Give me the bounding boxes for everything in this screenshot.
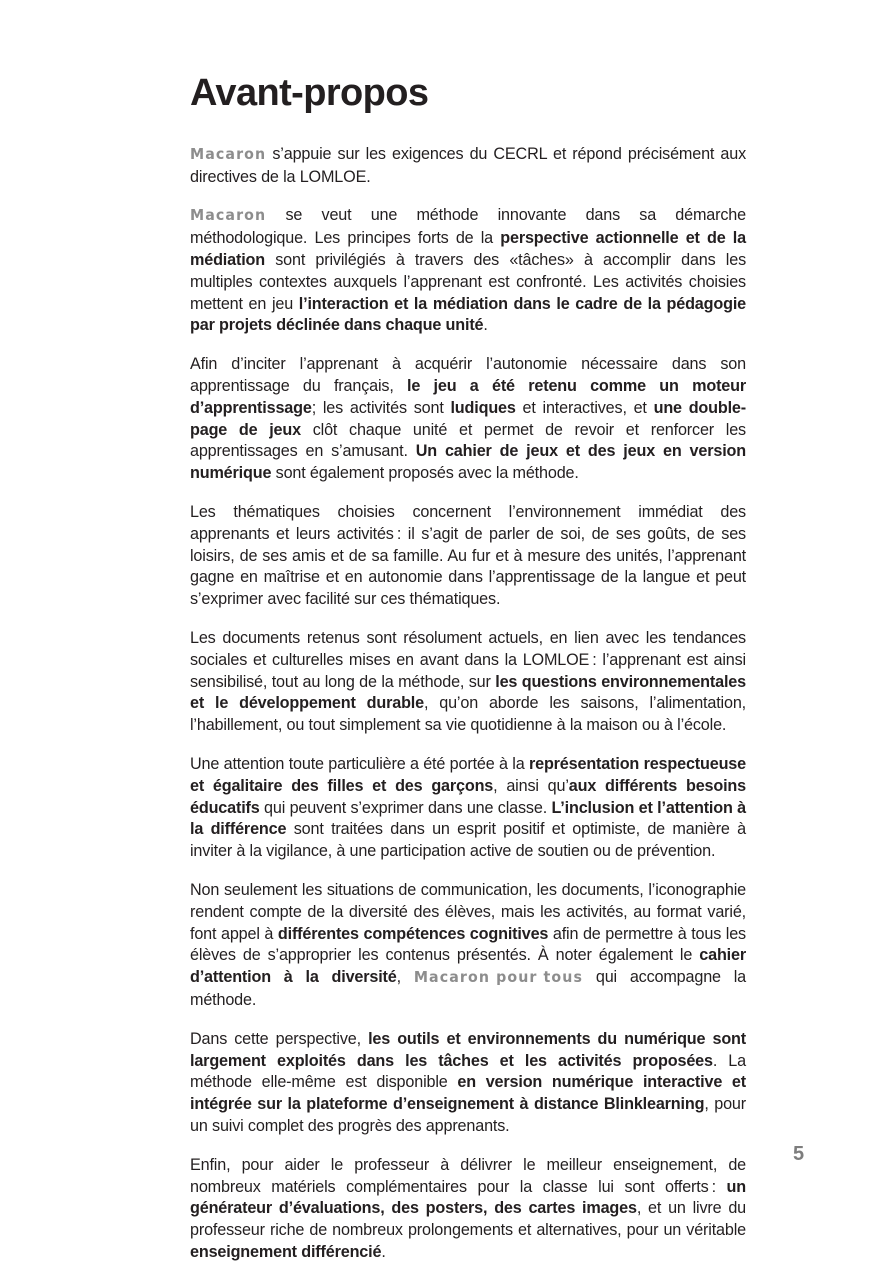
emphasis-text: en version numérique interactive et intégrée sur la plateforme d’enseignement à distance Blinklearning xyxy=(190,1073,746,1114)
body-text: sont également proposés avec la méthode. xyxy=(271,464,579,483)
page-number: 5 xyxy=(793,1143,805,1165)
body-text: , ainsi qu’ xyxy=(493,776,569,795)
page-title: Avant-propos xyxy=(190,72,429,114)
page-content xyxy=(190,74,746,1264)
body-text: afin de permettre à tous les élèves de s’approprier les contenus présentés. À noter également le xyxy=(190,924,746,965)
emphasis-text: Un cahier de jeux et des jeux en version numérique xyxy=(190,442,746,483)
macaron-brand-wordmark: Macaron xyxy=(190,146,267,164)
paragraph xyxy=(190,754,746,863)
emphasis-text: ludiques xyxy=(450,398,516,417)
macaron-brand-wordmark: Macaron xyxy=(190,207,267,225)
paragraph xyxy=(190,880,746,1012)
paragraph xyxy=(190,628,746,737)
body-text: qui peuvent s’exprimer dans une classe. xyxy=(259,798,552,817)
body-text: . xyxy=(483,316,488,335)
emphasis-text: le jeu a été retenu comme un moteur d’apprentissage xyxy=(190,377,746,417)
paragraph xyxy=(190,1029,746,1138)
body-text: Enfin, pour aider le professeur à délivrer le meilleur enseignement, de nombreux matériels complémentaires pour la classe lui sont offerts : xyxy=(190,1155,746,1196)
emphasis-text: représentation respectueuse et égalitaire des filles et des garçons xyxy=(190,755,746,795)
body-text: Non seulement les situations de communication, les documents, l’iconographie rendent compte de la diversité des élèves, mais les activités, au format varié, font appel à xyxy=(190,881,746,943)
body-text: se veut une méthode innovante dans sa démarche méthodologique. Les principes forts de la xyxy=(190,206,746,248)
paragraph xyxy=(190,144,746,189)
body-text: sont privilégiés à travers des «tâches» à accomplir dans les multiples contextes auxquels l’apprenant est confronté. Les activités choisies mettent en jeu xyxy=(190,251,746,313)
emphasis-text: L’inclusion et l’attention à la différence xyxy=(190,798,746,839)
body-text: et interactives, et xyxy=(515,398,654,417)
body-text: ; les activités sont xyxy=(311,398,451,417)
paragraph xyxy=(190,1155,746,1264)
emphasis-text: cahier d’attention à la diversité xyxy=(190,946,746,987)
body-text: Les thématiques choisies concernent l’environnement immédiat des apprenants et leurs activités : il s’agit de parler de soi, de ses goûts, de ses loisirs, de ses amis et de sa famille. Au fur et à mesure des unités, l’apprenant gagne en maîtrise et en autonomie dans l’apprentissage de la langue et peut s’exprimer avec facilité sur ces thématiques. xyxy=(190,503,746,609)
emphasis-text: différentes compétences cognitives xyxy=(277,924,549,943)
body-text: , qu’on aborde les saisons, l’alimentation, l’habillement, ou tout simplement sa vie quotidienne à la maison ou à l’école. xyxy=(190,694,746,735)
emphasis-text: les outils et environnements du numérique sont largement exploités dans les tâches et les activités proposées xyxy=(190,1029,747,1070)
body-text: Afin d’inciter l’apprenant à acquérir l’autonomie nécessaire dans son apprentissage du français, xyxy=(190,355,746,396)
emphasis-text: perspective actionnelle et de la médiation xyxy=(190,229,746,270)
body-text: . xyxy=(381,1242,386,1261)
body-text: , et un livre du professeur riche de nombreux prolongements et alternatives, pour un véritable xyxy=(190,1199,746,1240)
emphasis-text: les questions environnementales et le développement durable xyxy=(190,672,746,713)
body-text: s’appuie sur les exigences du CECRL et répond précisément aux directives de la LOMLOE. xyxy=(190,144,746,186)
body-text: qui accompagne la méthode. xyxy=(190,968,747,1009)
foreword-body xyxy=(190,144,746,1264)
body-text: clôt chaque unité et permet de revoir et renforcer les apprentissages en s’amusant. xyxy=(190,420,746,461)
emphasis-text: un générateur d’évaluations, des posters, des cartes images xyxy=(190,1177,746,1218)
body-text: , xyxy=(396,968,414,987)
paragraph xyxy=(190,502,746,611)
body-text: Une attention toute particulière a été portée à la xyxy=(190,755,529,774)
macaron-brand-wordmark: Macaron pour tous xyxy=(413,969,583,987)
body-text: , pour un suivi complet des progrès des apprenants. xyxy=(190,1095,746,1135)
emphasis-text: l’interaction et la médiation dans le cadre de la pédagogie par projets déclinée dans chaque unité xyxy=(190,294,747,335)
emphasis-text: enseignement différencié xyxy=(190,1242,382,1261)
emphasis-text: aux différents besoins éducatifs xyxy=(190,776,747,817)
body-text: . La méthode elle-même est disponible xyxy=(190,1051,746,1092)
paragraph xyxy=(190,354,746,485)
body-text: Les documents retenus sont résolument actuels, en lien avec les tendances sociales et culturelles mises en avant dans la LOMLOE : l’apprenant est ainsi sensibilisé, tout au long de la méthode, sur xyxy=(190,629,746,691)
body-text: sont traitées dans un esprit positif et optimiste, de manière à inviter à la vigilance, à une participation active de soutien ou de prévention. xyxy=(190,820,746,861)
emphasis-text: une double-page de jeux xyxy=(190,398,747,439)
paragraph xyxy=(190,205,746,337)
body-text: Dans cette perspective, xyxy=(190,1029,369,1048)
